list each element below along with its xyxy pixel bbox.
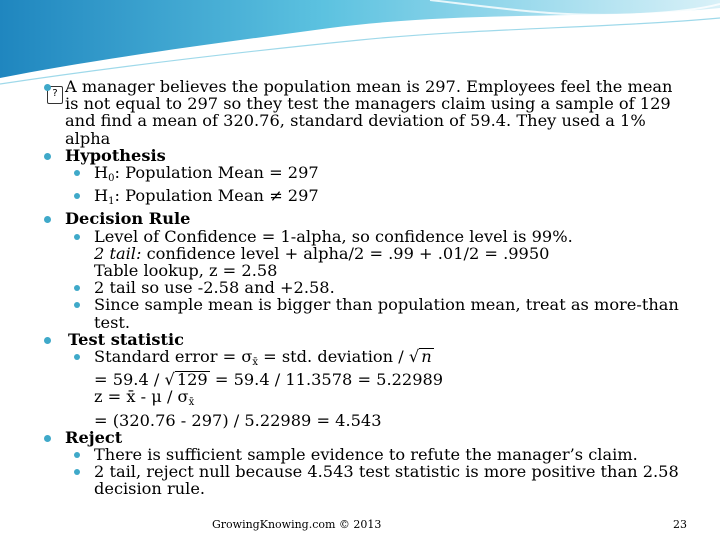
bullet-icon (74, 452, 80, 458)
bullet-icon (74, 234, 80, 240)
h1-item: $H_1$: Population Mean ≠ 297 (44, 187, 684, 210)
decision-rule-heading: Decision Rule (44, 210, 684, 227)
refute-item: There is sufficient sample evidence to refute the manager’s claim. (44, 446, 684, 463)
bullet-icon (74, 354, 80, 360)
slide-body (44, 78, 684, 498)
bullet-icon (74, 285, 80, 291)
missing-glyph-box: ? (47, 86, 63, 104)
intro-item (44, 78, 684, 147)
page-number: 23 (673, 518, 687, 531)
intro-text: A manager believes the population mean is 297. Employees feel the mean is not equal to 297 so they test the managers claim using a sample of 129 and find a mean of 320.76, standard deviation of 59.4. They used a 1% alpha (65, 77, 673, 148)
reject-heading: Reject (44, 429, 684, 446)
confidence-item: Level of Confidence = 1-alpha, so confidence level is 99%. 2 tail: confidence level + alpha/2 = .99 + .01/2 = .9950 Table lookup, z = 2.58 (44, 228, 684, 280)
reject-null-item: 2 tail, reject null because 4.543 test statistic is more positive than 2.58 decision rule. (44, 463, 684, 497)
h0-item: $H_0$: Population Mean = 297 (44, 164, 684, 187)
bullet-icon (74, 193, 80, 199)
bullet-icon (44, 337, 51, 344)
sqrt-n: n (421, 347, 432, 367)
standard-error-item: Standard error = $\sigma_{x̄}$ = std. deviation / √ n = 59.4 / √ 129 = 59.4 / 11.3578 = 5.22989 z = x̄ - μ / $\sigma_{x̄}$ = (320.76 - 297) / 5.22989 = 4.543 (44, 348, 684, 429)
more-than-item: Since sample mean is bigger than population mean, treat as more-than test. (44, 296, 684, 330)
sqrt-129: 129 (176, 370, 208, 390)
bullet-icon (44, 435, 51, 442)
footer-copyright: GrowingKnowing.com © 2013 (212, 518, 382, 531)
bullet-icon (44, 216, 51, 223)
bullet-icon (74, 469, 80, 475)
bullet-icon (44, 84, 51, 91)
bullet-icon (74, 302, 80, 308)
test-statistic-heading: Test statistic (44, 331, 684, 348)
two-tail-item: 2 tail so use -2.58 and +2.58. (44, 279, 684, 296)
bullet-icon (74, 170, 80, 176)
bullet-icon (44, 153, 51, 160)
hypothesis-heading: Hypothesis (44, 147, 684, 164)
